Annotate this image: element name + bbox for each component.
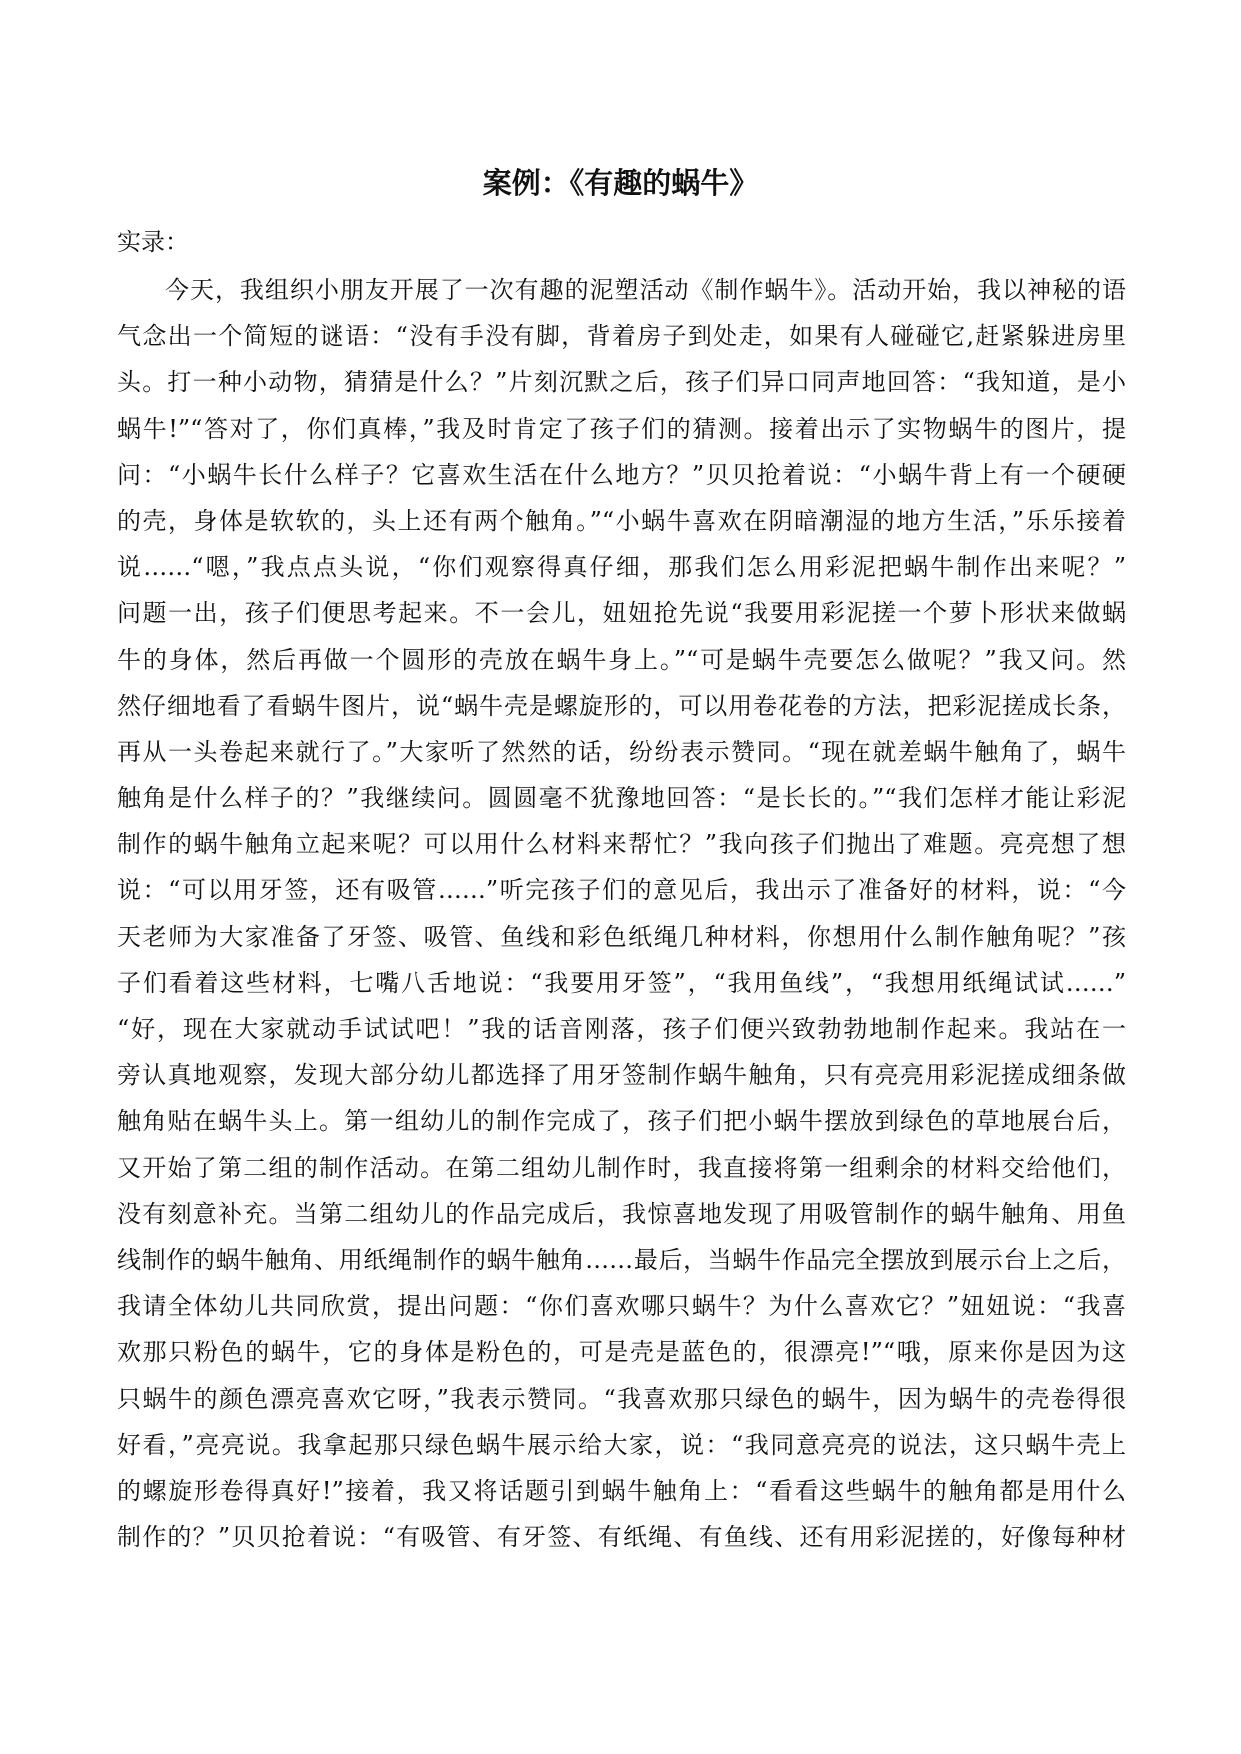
text-line: 气念出一个简短的谜语：“没有手没有脚，背着房子到处走，如果有人碰碰它,赶紧躲进房里 <box>117 322 1126 351</box>
section-label: 实录： <box>117 228 189 256</box>
text-line: 我请全体幼儿共同欣赏，提出问题：“你们喜欢哪只蜗牛？为什么喜欢它？”妞妞说：“我喜 <box>117 1292 1126 1321</box>
text-line: 又开始了第二组的制作活动。在第二组幼儿制作时，我直接将第一组剩余的材料交给他们， <box>117 1153 1126 1182</box>
text-line: 蜗牛!”“答对了，你们真棒，”我及时肯定了孩子们的猜测。接着出示了实物蜗牛的图片，提 <box>117 414 1126 443</box>
text-line: 好看，”亮亮说。我拿起那只绿色蜗牛展示给大家，说：“我同意亮亮的说法，这只蜗牛壳上 <box>117 1430 1126 1459</box>
text-line: 说……“嗯，”我点点头说，“你们观察得真仔细，那我们怎么用彩泥把蜗牛制作出来呢？” <box>117 553 1126 582</box>
text-line: 说：“可以用牙签，还有吸管……”听完孩子们的意见后，我出示了准备好的材料，说：“今 <box>117 876 1126 905</box>
text-line: 子们看着这些材料，七嘴八舌地说：“我要用牙签”，“我用鱼线”，“我想用纸绳试试……” <box>117 968 1126 997</box>
text-line: 触角是什么样子的？”我继续问。圆圆毫不犹豫地回答：“是长长的。”“我们怎样才能让彩泥 <box>117 784 1126 813</box>
text-line: 线制作的蜗牛触角、用纸绳制作的蜗牛触角……最后，当蜗牛作品完全摆放到展示台上之后， <box>117 1245 1126 1274</box>
text-line: 制作的蜗牛触角立起来呢？可以用什么材料来帮忙？”我向孩子们抛出了难题。亮亮想了想 <box>117 830 1126 859</box>
text-line: 今天，我组织小朋友开展了一次有趣的泥塑活动《制作蜗牛》。活动开始，我以神秘的语 <box>165 276 1126 304</box>
text-line: 头。打一种小动物，猜猜是什么？”片刻沉默之后，孩子们异口同声地回答：“我知道，是小 <box>117 368 1126 397</box>
text-line: 牛的身体，然后再做一个圆形的壳放在蜗牛身上。”“可是蜗牛壳要怎么做呢？”我又问。然 <box>117 645 1126 674</box>
text-line: 的螺旋形卷得真好!”接着，我又将话题引到蜗牛触角上：“看看这些蜗牛的触角都是用什么 <box>117 1476 1126 1505</box>
text-line: 制作的？”贝贝抢着说：“有吸管、有牙签、有纸绳、有鱼线、还有用彩泥搓的，好像每种材 <box>117 1523 1126 1552</box>
text-line: 再从一头卷起来就行了。”大家听了然然的话，纷纷表示赞同。“现在就差蜗牛触角了，蜗牛 <box>117 737 1126 766</box>
text-line: 问：“小蜗牛长什么样子？它喜欢生活在什么地方？”贝贝抢着说：“小蜗牛背上有一个硬硬 <box>117 460 1126 489</box>
text-line: 问题一出，孩子们便思考起来。不一会儿，妞妞抢先说“我要用彩泥搓一个萝卜形状来做蜗 <box>117 599 1126 628</box>
text-line: 没有刻意补充。当第二组幼儿的作品完成后，我惊喜地发现了用吸管制作的蜗牛触角、用鱼 <box>117 1199 1126 1228</box>
body-paragraph <box>117 267 1126 1560</box>
text-line: 的壳，身体是软软的，头上还有两个触角。”“小蜗牛喜欢在阴暗潮湿的地方生活，”乐乐接着 <box>117 506 1126 535</box>
text-line: 触角贴在蜗牛头上。第一组幼儿的制作完成了，孩子们把小蜗牛摆放到绿色的草地展台后， <box>117 1107 1126 1136</box>
text-line: 欢那只粉色的蜗牛，它的身体是粉色的，可是壳是蓝色的，很漂亮!”“哦，原来你是因为这 <box>117 1338 1126 1367</box>
text-line: 天老师为大家准备了牙签、吸管、鱼线和彩色纸绳几种材料，你想用什么制作触角呢？”孩 <box>117 922 1126 951</box>
text-line: 只蜗牛的颜色漂亮喜欢它呀，”我表示赞同。“我喜欢那只绿色的蜗牛，因为蜗牛的壳卷得很 <box>117 1384 1126 1413</box>
text-line: “好，现在大家就动手试试吧！”我的话音刚落，孩子们便兴致勃勃地制作起来。我站在一 <box>117 1015 1126 1043</box>
text-line: 然仔细地看了看蜗牛图片，说“蜗牛壳是螺旋形的，可以用卷花卷的方法，把彩泥搓成长条， <box>117 691 1126 720</box>
text-line: 旁认真地观察，发现大部分幼儿都选择了用牙签制作蜗牛触角，只有亮亮用彩泥搓成细条做 <box>117 1061 1126 1090</box>
page-title: 案例：《有趣的蜗牛》 <box>482 166 759 200</box>
